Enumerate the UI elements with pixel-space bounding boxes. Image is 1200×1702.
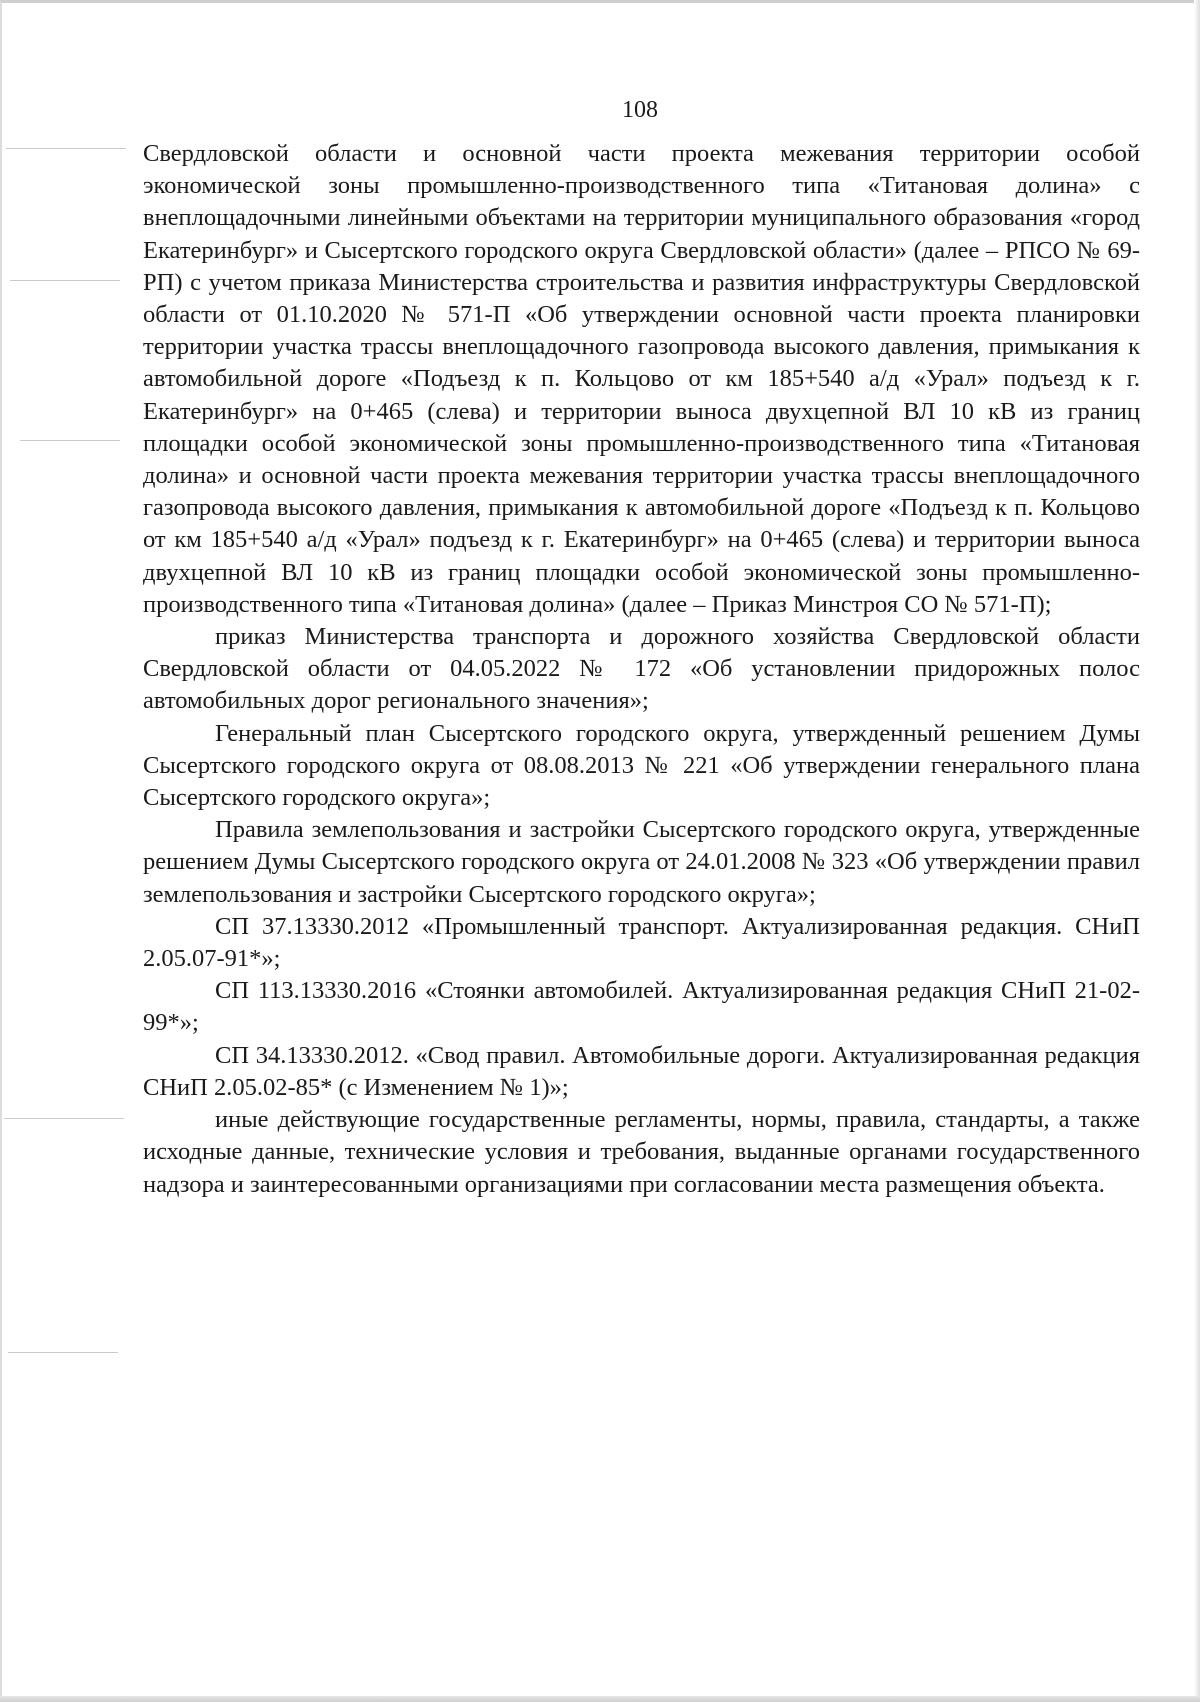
paragraph-other-regulations: иные действующие государственные регламенты, нормы, правила, стандарты, а также исходные данные, технические условия и требования, выданные органами государственного надзора и заинтересованными организациями при согласовании места размещения объекта. xyxy=(143,1106,1140,1198)
margin-bleed-mark xyxy=(8,1352,118,1353)
document-body xyxy=(143,138,1140,1201)
paragraph-sp-113: СП 113.13330.2016 «Стоянки автомобилей. Актуализированная редакция СНиП 21-02-99*»; xyxy=(143,977,1140,1037)
page-number: 108 xyxy=(622,97,658,123)
margin-bleed-mark xyxy=(20,440,120,441)
margin-bleed-mark xyxy=(10,280,120,281)
scan-right-edge xyxy=(1194,0,1200,1702)
paragraph-sp-37: СП 37.13330.2012 «Промышленный транспорт. Актуализированная редакция. СНиП 2.05.07-91*»; xyxy=(143,912,1140,973)
margin-bleed-mark xyxy=(4,1118,124,1119)
margin-bleed-mark xyxy=(6,148,126,149)
paragraph-transport-order: приказ Министерства транспорта и дорожного хозяйства Свердловской области Свердловской области от 04.05.2022 № 172 «Об установлении придорожных полос автомобильных дорог регионального значения»; xyxy=(143,623,1140,715)
paragraph-general-plan: Генеральный план Сысертского городского округа, утвержденный решением Думы Сысертского городского округа от 08.08.2013 № 221 «Об утверждении генерального плана Сысертского городского округа»; xyxy=(143,719,1140,812)
paragraph-sp-34: СП 34.13330.2012. «Свод правил. Автомобильные дороги. Актуализированная редакция СНиП 2.05.02-85* (с Изменением № 1)»; xyxy=(143,1041,1140,1101)
scan-bottom-edge xyxy=(0,1696,1200,1702)
paragraph-land-use-rules: Правила землепользования и застройки Сысертского городского округа, утвержденные решением Думы Сысертского городского округа от 24.01.2008 № 323 «Об утверждении правил землепользования и застройки Сысертского городского округа»; xyxy=(143,816,1140,908)
paragraph-rpso-reference: Свердловской области и основной части проекта межевания территории особой экономической зоны промышленно-производственного типа «Титановая долина» с внеплощадочными линейными объектами на территории муниципального образования «город Екатеринбург» и Сысертского городского округа Свердловской области» (далее – РПСО № 69-РП) с учетом приказа Министерства строительства и развития инфраструктуры Свердловской области от 01.10.2020 № 571-П «Об утверждении основной части проекта планировки территории участка трассы внеплощадочного газопровода высокого давления, примыкания к автомобильной дороге «Подъезд к п. Кольцово от км 185+540 а/д «Урал» подъезд к г. Екатеринбург» на 0+465 (слева) и территории выноса двухцепной ВЛ 10 кВ из границ площадки особой экономической зоны промышленно-производственного типа «Титановая долина» и основной части проекта межевания территории участка трассы внеплощадочного газопровода высокого давления, примыкания к автомобильной дороге «Подъезд к п. Кольцово от км 185+540 а/д «Урал» подъезд к г. Екатеринбург» на 0+465 (слева) и территории выноса двухцепной ВЛ 10 кВ из границ площадки особой экономической зоны промышленно-производственного типа «Титановая долина» (далее – Приказ Минстроя СО № 571-П); xyxy=(143,140,1140,618)
